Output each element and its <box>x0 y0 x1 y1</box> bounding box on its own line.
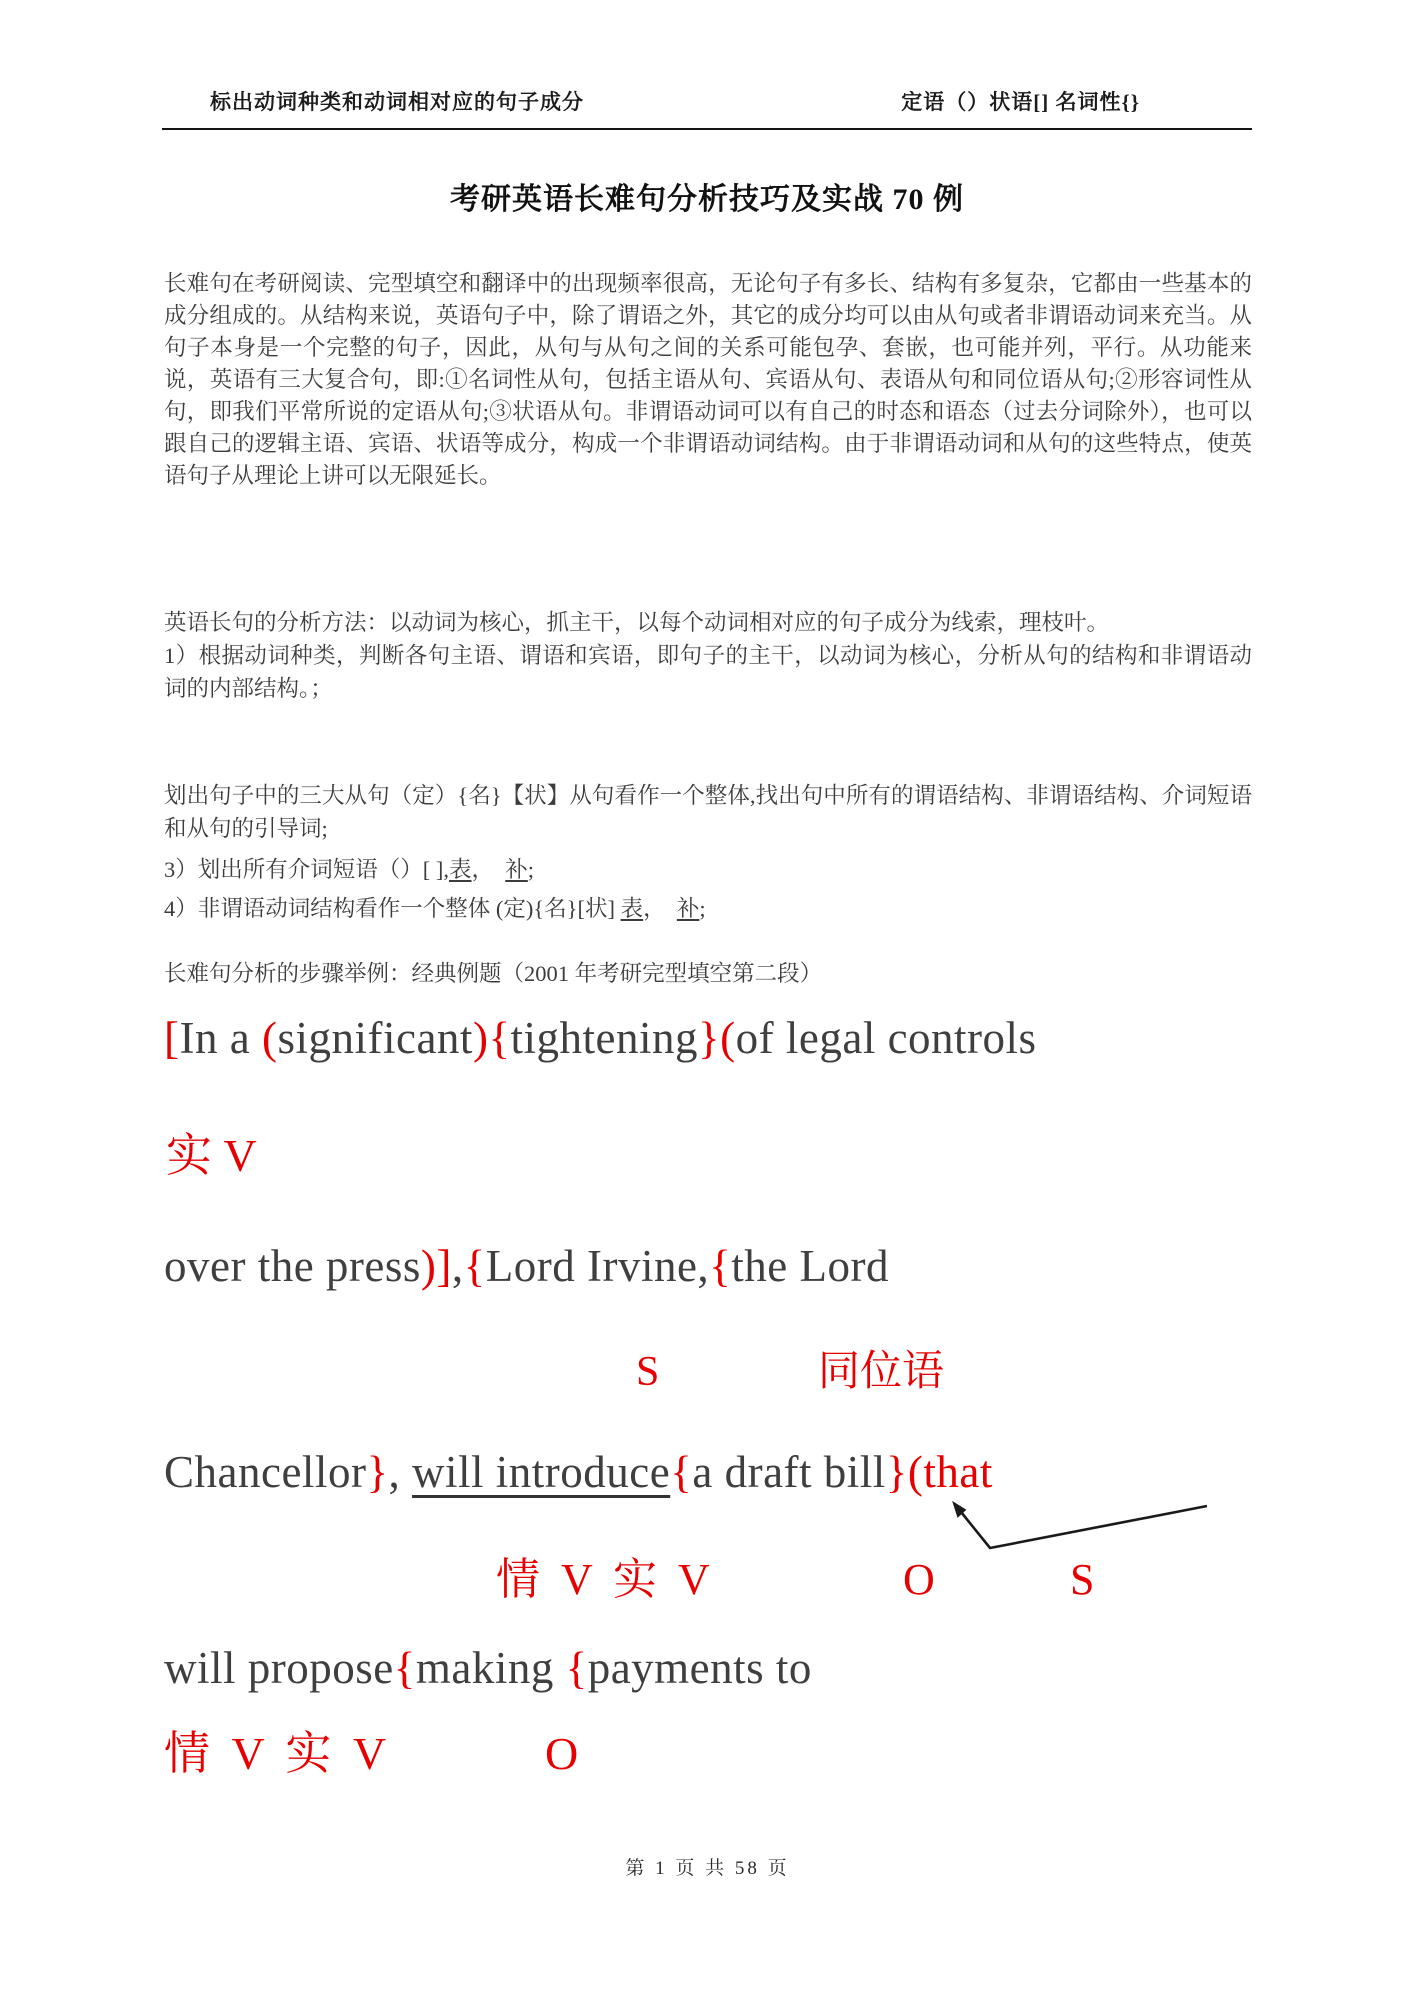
text-segment: 4）非谓语动词结构看作一个整体 (定){名}[状] <box>164 896 621 921</box>
annotation-shi-v: 实 V <box>166 1130 257 1181</box>
text-segment: (that <box>907 1447 993 1497</box>
annotation-object-2: O <box>545 1728 579 1779</box>
text-segment: 3）划出所有介词短语（）[ ], <box>164 857 449 882</box>
text-segment: [ <box>164 1013 180 1063</box>
text-segment: In a <box>179 1013 262 1063</box>
text-segment: ( <box>720 1013 736 1063</box>
text-segment: making <box>415 1643 566 1693</box>
text-segment: , <box>388 1447 413 1497</box>
text-segment: { <box>565 1643 588 1693</box>
text-segment: 表 <box>449 857 472 882</box>
method-item-3 <box>164 853 1252 886</box>
method-item-4 <box>164 892 1252 925</box>
method-section-1 <box>164 606 1252 705</box>
annotation-apposition: 同位语 <box>818 1349 945 1395</box>
page-header <box>162 86 1252 130</box>
text-segment: Lord Irvine, <box>485 1241 710 1291</box>
annotation-subject: S <box>636 1349 660 1395</box>
text-segment: { <box>393 1643 416 1693</box>
text-segment: } <box>366 1447 389 1497</box>
annotation-subject-2: S <box>1070 1555 1095 1604</box>
header-right-label: 定语（）状语[] 名词性{} <box>901 90 1140 114</box>
text-segment: 表 <box>620 896 644 921</box>
text-segment: { <box>463 1241 486 1291</box>
page-footer: 第 1 页 共 58 页 <box>625 1858 790 1879</box>
text-segment: , <box>451 1241 464 1291</box>
text-segment: { <box>709 1241 732 1291</box>
text-segment: Chancellor <box>164 1447 367 1497</box>
text-segment: ) <box>472 1013 489 1063</box>
text-segment: 补 <box>676 896 700 921</box>
method-item-1: 1）根据动词种类，判断各句主语、谓语和宾语，即句子的主干，以动词为核心，分析从句的结构和非谓语动词的内部结构。； <box>164 643 1252 701</box>
text-segment: the Lord <box>731 1241 889 1291</box>
document-title: 考研英语长难句分析技巧及实战 70 例 <box>450 183 964 216</box>
text-segment: ， <box>471 857 506 882</box>
text-segment: over the press <box>164 1241 421 1291</box>
example-caption: 长难句分析的步骤举例：经典例题（2001 年考研完型填空第二段） <box>164 961 823 986</box>
analysis-line-3 <box>164 1442 993 1502</box>
intro-paragraph: 长难句在考研阅读、完型填空和翻译中的出现频率很高，无论句子有多长、结构有多复杂，它都由一些基本的成分组成的。从结构来说，英语句子中，除了谓语之外，其它的成分均可以由从句或者非谓语动词来充当。从句子本身是一个完整的句子，因此，从句与从句之间的关系可能包孕、套嵌，也可能并列，平行。从功能来说，英语有三大复合句，即:①名词性从句，包括主语从句、宾语从句、表语从句和同位语从句;②形容词性从句，即我们平常所说的定语从句;③状语从句。非谓语动词可以有自己的时态和语态（过去分词除外），也可以跟自己的逻辑主语、宾语、状语等成分，构成一个非谓语动词结构。由于非谓语动词和从句的这些特点，使英语句子从理论上讲可以无限延长。 <box>164 271 1252 488</box>
text-segment: will propose <box>164 1643 394 1693</box>
method-item-2: 划出句子中的三大从句（定）{名}【状】从句看作一个整体,找出句中所有的谓语结构、非谓语结构、介词短语和从句的引导词; <box>164 783 1252 841</box>
text-segment: a draft bill <box>692 1447 886 1497</box>
annotation-object: O <box>903 1555 935 1604</box>
method-section-2 <box>164 779 1252 925</box>
text-segment: of legal controls <box>735 1013 1037 1063</box>
text-segment: } <box>885 1447 908 1497</box>
analysis-line-1 <box>164 1008 1037 1068</box>
text-segment: { <box>488 1013 511 1063</box>
analysis-line-4 <box>164 1638 812 1698</box>
text-segment: payments to <box>587 1643 812 1693</box>
text-segment: 补 <box>505 857 528 882</box>
analysis-line-2 <box>164 1236 889 1296</box>
annotation-modal-and-main-verb-2: 情 V 实 V <box>164 1728 387 1779</box>
text-segment: ， <box>643 896 677 921</box>
text-segment: )] <box>420 1241 452 1291</box>
text-segment: { <box>670 1447 693 1497</box>
annotation-arrow <box>933 1490 1223 1556</box>
header-left-label: 标出动词种类和动词相对应的句子成分 <box>210 90 584 114</box>
text-segment: ; <box>699 896 706 921</box>
text-segment: } <box>698 1013 721 1063</box>
text-segment: significant <box>277 1013 473 1063</box>
annotation-modal-and-main-verb: 情 V 实 V <box>496 1555 710 1604</box>
text-segment: ( <box>261 1013 278 1063</box>
text-segment: will introduce <box>412 1447 671 1497</box>
text-segment: ; <box>527 857 535 882</box>
method-lead: 英语长句的分析方法：以动词为核心，抓主干，以每个动词相对应的句子成分为线索，理枝叶。 <box>164 610 1110 635</box>
text-segment: tightening <box>510 1013 699 1063</box>
